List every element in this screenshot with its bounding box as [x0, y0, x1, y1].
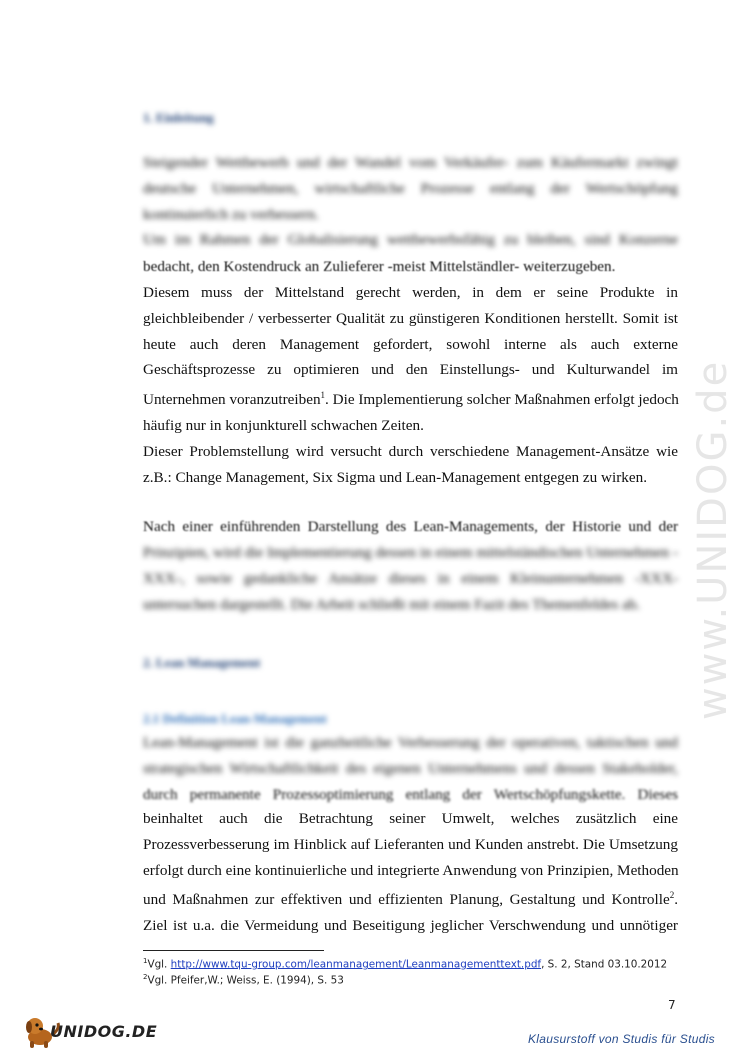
intro-paragraph [143, 280, 678, 490]
text-line: erfolgt durch eine kontinuierliche und integrierte Anwendung von Prinzipien, Methoden [143, 861, 679, 879]
text-line: Geschäftsprozesse zu optimieren und den Einstellungs- und Kulturwandel im [143, 361, 678, 379]
text-line: untersuchen dargestellt. Die Arbeit schließt mit einem Fazit des Themenfeldes ab. [143, 595, 641, 613]
definition-paragraph [143, 806, 678, 939]
text-line: deutsche Unternehmen, wirtschaftliche Prozesse entlang der Wertschöpfung [143, 179, 678, 197]
text-line: kontinuierlich zu verbessern. [143, 205, 319, 223]
outline-paragraph [143, 514, 678, 540]
outline-blurred-paragraph [143, 540, 678, 617]
text-line: Unternehmen voranzutreiben$^1$. Die Implementierung solcher Maßnahmen erfolgt jedoch [143, 390, 679, 409]
footnote-link[interactable]: http://www.tqu-group.com/leanmanagement/Leanmanagementtext.pdf [170, 958, 542, 971]
text-line: gleichbleibender / verbesserter Qualität zu günstigeren Konditionen herstellt. Somit ist [143, 309, 678, 327]
footnote-2: $^2$Vgl. Pfeifer,W.; Weiss, E. (1994), S. 53 [143, 973, 344, 987]
text-line: Steigender Wettbewerb und der Wandel vom Verkäufer- zum Käufermarkt zwingt [143, 154, 678, 171]
text-line: und Maßnahmen zur effektiven und effizienten Planung, Gestaltung und Kontrolle$^2$. [143, 890, 678, 909]
text-line: Prinzipien, wird die Implementierung dessen in einem mittelständischen Unternehmen - [143, 544, 678, 561]
footnote-number: 1 [143, 957, 148, 965]
text-line: Diesem muss der Mittelstand gerecht werden, in dem er seine Produkte in [143, 284, 678, 301]
text-line: häufig nur in konjunkturell schwachen Zeiten. [143, 417, 424, 435]
text-line: XXX-, sowie gedankliche Ansätze dieses in einem Kleinunternehmen -XXX- [143, 569, 678, 587]
text-line: Nach einer einführenden Darstellung des Lean-Managements, der Historie und der [143, 518, 678, 535]
watermark [682, 270, 742, 730]
footnote-reference: 1 [320, 390, 326, 401]
footnote-divider [143, 950, 324, 951]
text-line: Um im Rahmen der Globalisierung wettbewerbsfähig zu bleiben, sind Konzerne [143, 231, 678, 249]
text-line: bedacht, den Kostendruck an Zulieferer -meist Mittelständler- weiterzugeben. [143, 258, 616, 275]
text-line: beinhaltet auch die Betrachtung seiner Umwelt, welches zusätzlich eine [143, 810, 678, 827]
footer-tagline: Klausurstoff von Studis für Studis [528, 1032, 715, 1046]
subsection-heading-definition: 2.1 Definition Lean-Management [143, 711, 327, 726]
text-line: z.B.: Change Management, Six Sigma und Lean-Management entgegen zu wirken. [143, 468, 647, 486]
logo-text: UNIDOG.DE [50, 1022, 158, 1041]
text-line: Prozessverbesserung im Hinblick auf Lieferanten und Kunden anstrebt. Die Umsetzung [143, 835, 678, 853]
text-line: strategischen Wirtschaftlichkeit des eigenen Unternehmens und dessen Stakeholder, [143, 759, 678, 777]
partial-line-paragraph [143, 254, 678, 280]
text-line: durch permanente Prozessoptimierung entlang der Wertschöpfungskette. Dieses [143, 786, 678, 803]
section-heading-lean-management: 2. Lean Management [143, 655, 261, 670]
section-heading-introduction: 1. Einleitung [143, 110, 214, 125]
definition-partial-line [143, 782, 678, 808]
footnote-number: 2 [143, 973, 148, 981]
text-line: Dieser Problemstellung wird versucht durch verschiedene Management-Ansätze wie [143, 442, 678, 460]
text-line: heute auch deren Management gefordert, sowohl interne als auch externe [143, 335, 678, 353]
footnote-1: $^1$Vgl. http://www.tqu-group.com/leanmanagement/Leanmanagementtext.pdf, S. 2, Stand 03.10.2012 [143, 957, 668, 971]
watermark-text: www.UNIDOG.de [690, 359, 736, 720]
text-line: Lean-Management ist die ganzheitliche Verbesserung der operativen, taktischen und [143, 734, 678, 751]
footnote-reference: 2 [669, 890, 675, 901]
page-number: 7 [668, 998, 676, 1012]
definition-blurred-paragraph [143, 730, 678, 782]
blurred-intro-paragraph [143, 150, 678, 253]
text-line: Ziel ist u.a. die Vermeidung und Beseitigung jeglicher Verschwendung und unnötiger [143, 917, 678, 935]
watermark-graphic [682, 270, 742, 730]
